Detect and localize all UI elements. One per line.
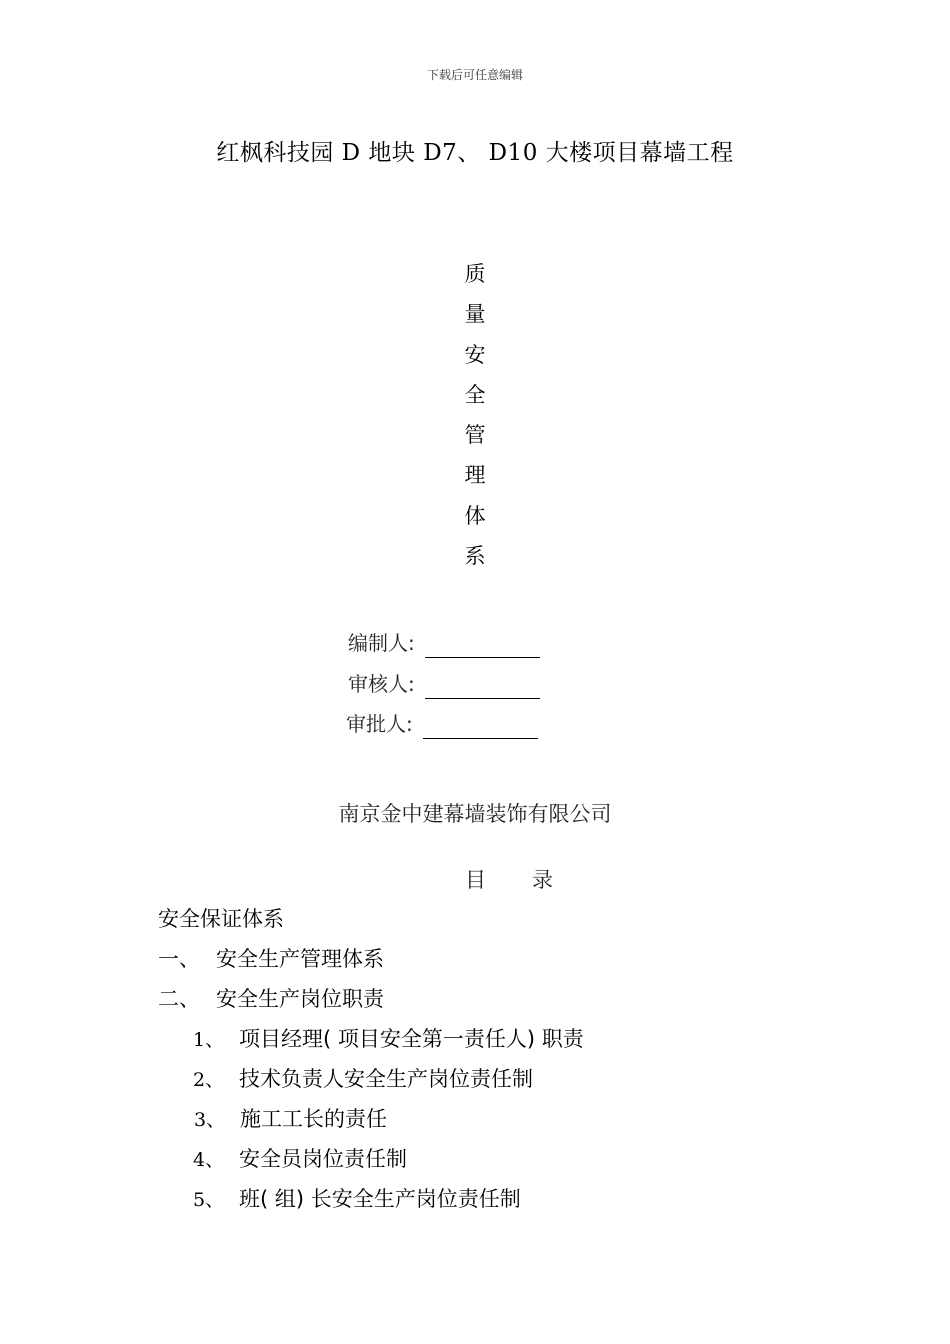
toc-item-title: 项目经理( 项目安全第一责任人) 职责 bbox=[239, 1027, 584, 1051]
toc-chapter-title: 安全生产管理体系 bbox=[216, 947, 384, 971]
author-signature-row bbox=[348, 628, 540, 658]
toc-item bbox=[193, 1144, 407, 1174]
document-title-char: 量 bbox=[464, 302, 486, 327]
toc-item bbox=[193, 1024, 584, 1054]
approver-signature-line bbox=[423, 717, 538, 739]
toc-item bbox=[193, 1184, 521, 1214]
toc-chapter-title: 安全生产岗位职责 bbox=[216, 987, 384, 1011]
toc-item-title: 技术负责人安全生产岗位责任制 bbox=[239, 1067, 533, 1091]
toc-item-title: 安全员岗位责任制 bbox=[239, 1147, 407, 1171]
toc-item bbox=[194, 1104, 387, 1134]
header-note: 下载后可任意编辑 bbox=[426, 68, 523, 82]
toc-heading-left: 目 bbox=[465, 868, 486, 892]
document-title-char: 系 bbox=[464, 544, 486, 569]
reviewer-label: 审核人: bbox=[348, 672, 415, 696]
toc-chapter-number: 一、 bbox=[158, 947, 200, 971]
toc-item bbox=[193, 1064, 533, 1094]
document-title-char: 质 bbox=[464, 262, 486, 286]
toc-item-number: 3、 bbox=[194, 1109, 226, 1131]
author-label: 编制人: bbox=[348, 631, 415, 655]
toc-item-title: 施工工长的责任 bbox=[240, 1107, 387, 1131]
document-title-char: 管 bbox=[464, 423, 486, 448]
company-name: 南京金中建幕墙装饰有限公司 bbox=[338, 802, 612, 826]
toc-item-number: 5、 bbox=[193, 1189, 225, 1211]
toc-heading-right: 录 bbox=[532, 868, 553, 892]
document-title-char: 体 bbox=[464, 503, 486, 528]
author-signature-line bbox=[425, 636, 540, 658]
toc-item-title: 班( 组) 长安全生产岗位责任制 bbox=[239, 1187, 521, 1211]
toc-chapter bbox=[158, 944, 384, 974]
approver-signature-row bbox=[346, 709, 538, 739]
toc-chapter-number: 二、 bbox=[158, 987, 200, 1011]
toc-item-number: 2、 bbox=[193, 1069, 225, 1091]
reviewer-signature-line bbox=[425, 677, 540, 699]
toc-section: 安全保证体系 bbox=[158, 907, 284, 931]
project-title: 红枫科技园 D 地块 D7、 D10 大楼项目幕墙工程 bbox=[216, 140, 734, 166]
toc-heading bbox=[465, 864, 553, 894]
document-title-char: 全 bbox=[464, 382, 486, 407]
toc-chapter bbox=[158, 984, 384, 1014]
document-title-char: 理 bbox=[464, 463, 486, 488]
toc-item-number: 1、 bbox=[193, 1029, 225, 1051]
toc-item-number: 4、 bbox=[193, 1149, 225, 1171]
document-title-vertical bbox=[455, 254, 495, 576]
approver-label: 审批人: bbox=[346, 712, 413, 736]
reviewer-signature-row bbox=[348, 669, 540, 699]
document-title-char: 安 bbox=[464, 342, 486, 367]
